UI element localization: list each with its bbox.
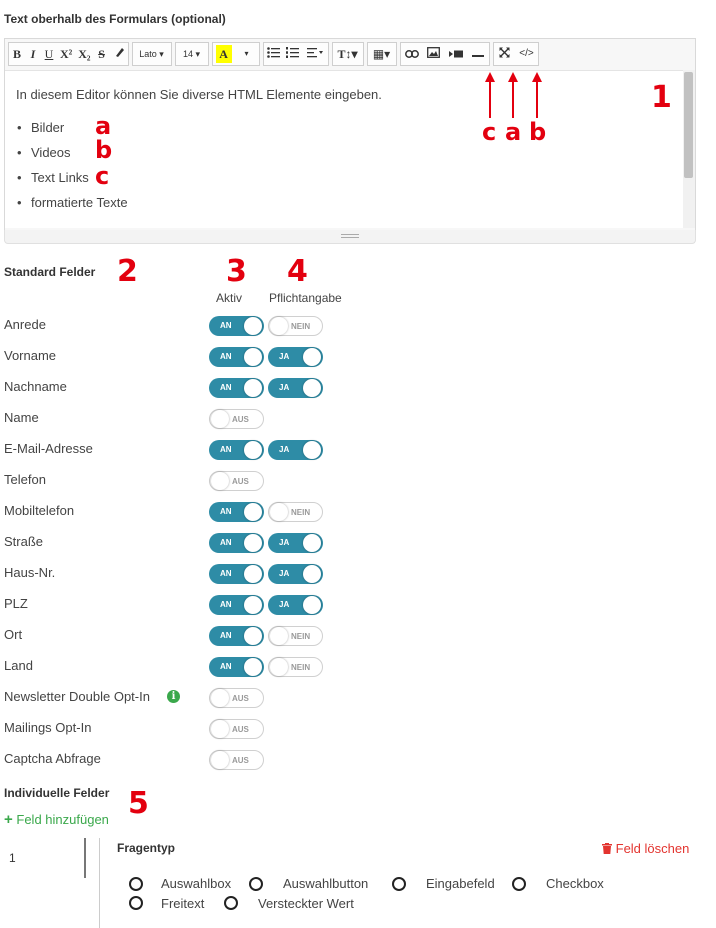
align-left-icon bbox=[307, 47, 323, 58]
toggle-active[interactable] bbox=[209, 378, 264, 398]
toggle-state: AN bbox=[220, 631, 232, 640]
editor-scrollbar-thumb[interactable] bbox=[684, 72, 693, 178]
toolbar-group-font bbox=[132, 42, 172, 66]
toggle-knob bbox=[303, 596, 321, 614]
strikethrough-button[interactable]: S bbox=[98, 47, 105, 61]
toggle-state: AUS bbox=[232, 477, 249, 486]
ordered-list-button[interactable] bbox=[283, 43, 302, 65]
field-label: PLZ bbox=[4, 596, 28, 611]
radio-checkbox[interactable] bbox=[512, 877, 526, 891]
toggle-state: NEIN bbox=[291, 632, 311, 641]
toggle-knob bbox=[303, 441, 321, 459]
toggle-state: AN bbox=[220, 321, 232, 330]
toggle-state: JA bbox=[279, 352, 290, 361]
toggle-active[interactable] bbox=[209, 533, 264, 553]
radio-label: Eingabefeld bbox=[426, 876, 495, 891]
toggle-active[interactable] bbox=[209, 502, 264, 522]
font-size-select[interactable]: 14 ▾ bbox=[183, 49, 201, 59]
question-type-label: Fragentyp bbox=[117, 841, 176, 855]
annotation-1: 1 bbox=[651, 80, 672, 115]
field-label: Haus-Nr. bbox=[4, 565, 56, 580]
text-color-button[interactable]: A bbox=[216, 45, 232, 63]
annotation-a-arrow: a bbox=[505, 118, 522, 146]
toggle-active[interactable] bbox=[209, 564, 264, 584]
radio-label: Auswahlbutton bbox=[283, 876, 369, 891]
radio-label: Versteckter Wert bbox=[258, 896, 354, 911]
toggle-active[interactable] bbox=[209, 688, 264, 708]
editor-resize-handle[interactable] bbox=[4, 230, 696, 244]
annotation-4: 4 bbox=[287, 254, 308, 289]
toggle-knob bbox=[270, 503, 288, 521]
add-field-link[interactable] bbox=[4, 811, 109, 828]
unordered-list-icon bbox=[267, 47, 280, 58]
toggle-required[interactable] bbox=[268, 595, 323, 615]
radio-freitext[interactable] bbox=[129, 896, 143, 910]
toggle-state: JA bbox=[279, 383, 290, 392]
toolbar-group-format bbox=[8, 42, 129, 66]
toggle-required[interactable] bbox=[268, 347, 323, 367]
annotation-a: a bbox=[95, 112, 112, 140]
field-label: Land bbox=[4, 658, 33, 673]
table-dropdown[interactable]: ▦▾ bbox=[372, 47, 391, 61]
toolbar-group-view bbox=[493, 42, 539, 66]
bold-button[interactable]: B bbox=[12, 47, 21, 61]
toggle-active[interactable] bbox=[209, 471, 264, 491]
field-label: Newsletter Double Opt-In bbox=[4, 689, 150, 704]
toggle-state: AN bbox=[220, 662, 232, 671]
annotation-5: 5 bbox=[128, 786, 149, 821]
toggle-knob bbox=[303, 565, 321, 583]
radio-label: Checkbox bbox=[546, 876, 604, 891]
toggle-knob bbox=[211, 751, 229, 769]
field-label: Name bbox=[4, 410, 39, 425]
radio-auswahlbox[interactable] bbox=[129, 877, 143, 891]
editor-bullet-item: • Videos bbox=[31, 145, 71, 160]
toggle-state: AUS bbox=[232, 725, 249, 734]
toolbar-group-size bbox=[175, 42, 209, 66]
field-label: Vorname bbox=[4, 348, 57, 363]
info-icon[interactable]: i bbox=[167, 690, 180, 703]
underline-button[interactable]: U bbox=[44, 47, 54, 61]
column-header-active: Aktiv bbox=[216, 291, 243, 305]
toggle-state: JA bbox=[279, 445, 290, 454]
field-index: 1 bbox=[9, 851, 16, 865]
image-icon bbox=[427, 47, 440, 58]
color-dropdown[interactable]: ▾ bbox=[244, 49, 249, 58]
field-label: Telefon bbox=[4, 472, 46, 487]
editor-bullet-item: • Bilder bbox=[31, 120, 64, 135]
toggle-active[interactable] bbox=[209, 316, 264, 336]
toggle-knob bbox=[303, 379, 321, 397]
toggle-knob bbox=[211, 410, 229, 428]
annotation-c-arrow: c bbox=[482, 118, 497, 146]
field-label: Anrede bbox=[4, 317, 46, 332]
toggle-state: AN bbox=[220, 352, 232, 361]
radio-versteckter-wert[interactable] bbox=[224, 896, 238, 910]
editor-intro-text: In diesem Editor können Sie diverse HTML Elemente eingeben. bbox=[16, 87, 382, 102]
align-dropdown[interactable] bbox=[302, 43, 328, 65]
insert-video-button[interactable] bbox=[445, 43, 467, 65]
horizontal-rule-icon bbox=[472, 54, 484, 58]
toolbar-group-lineheight bbox=[332, 42, 364, 66]
toggle-knob bbox=[270, 658, 288, 676]
toggle-knob bbox=[244, 658, 262, 676]
individual-fields-label: Individuelle Felder bbox=[4, 786, 110, 800]
editor-toolbar bbox=[8, 40, 539, 68]
toggle-state: AUS bbox=[232, 756, 249, 765]
toggle-active[interactable] bbox=[209, 719, 264, 739]
toggle-active[interactable] bbox=[209, 347, 264, 367]
toggle-active[interactable] bbox=[209, 595, 264, 615]
field-label: Captcha Abfrage bbox=[4, 751, 101, 766]
toggle-state: AN bbox=[220, 507, 232, 516]
insert-image-button[interactable] bbox=[423, 43, 445, 65]
toggle-required[interactable] bbox=[268, 533, 323, 553]
radio-label: Freitext bbox=[161, 896, 205, 911]
toggle-knob bbox=[244, 441, 262, 459]
annotation-b-arrow: b bbox=[529, 118, 547, 146]
toggle-state: NEIN bbox=[291, 663, 311, 672]
toggle-state: JA bbox=[279, 569, 290, 578]
add-field-label: Feld hinzufügen bbox=[16, 812, 109, 827]
toggle-knob bbox=[244, 503, 262, 521]
toggle-state: AN bbox=[220, 445, 232, 454]
field-label: Straße bbox=[4, 534, 44, 549]
toggle-active[interactable] bbox=[209, 440, 264, 460]
toggle-knob bbox=[244, 565, 262, 583]
toolbar-group-color bbox=[212, 42, 260, 66]
annotation-2: 2 bbox=[117, 254, 138, 289]
toggle-state: AN bbox=[220, 600, 232, 609]
editor-bullet-item: • formatierte Texte bbox=[31, 195, 128, 210]
toggle-state: AN bbox=[220, 538, 232, 547]
toggle-knob bbox=[244, 534, 262, 552]
unordered-list-button[interactable] bbox=[264, 43, 283, 65]
toggle-state: AUS bbox=[232, 694, 249, 703]
field-label: E-Mail-Adresse bbox=[4, 441, 93, 456]
standard-fields-label: Standard Felder bbox=[4, 265, 96, 279]
annotation-3: 3 bbox=[226, 254, 247, 289]
field-label: Ort bbox=[4, 627, 23, 642]
field-label: Mailings Opt-In bbox=[4, 720, 92, 735]
plus-icon: + bbox=[4, 811, 13, 828]
toggle-required[interactable] bbox=[268, 378, 323, 398]
font-family-select[interactable]: Lato ▾ bbox=[139, 49, 164, 59]
toggle-knob bbox=[244, 627, 262, 645]
eraser-icon bbox=[113, 46, 125, 58]
toggle-active[interactable] bbox=[209, 626, 264, 646]
toggle-required[interactable] bbox=[268, 564, 323, 584]
toolbar-group-table bbox=[367, 42, 397, 66]
toggle-knob bbox=[211, 472, 229, 490]
field-border bbox=[99, 838, 100, 928]
toggle-required[interactable] bbox=[268, 626, 323, 646]
toggle-state: AUS bbox=[232, 415, 249, 424]
radio-label: Auswahlbox bbox=[161, 876, 232, 891]
toggle-state: AN bbox=[220, 569, 232, 578]
superscript-button[interactable]: X² bbox=[60, 47, 73, 61]
delete-field-label: Feld löschen bbox=[615, 841, 690, 856]
italic-button[interactable]: I bbox=[30, 47, 36, 61]
toggle-state: JA bbox=[279, 600, 290, 609]
toggle-knob bbox=[303, 534, 321, 552]
toggle-knob bbox=[303, 348, 321, 366]
toggle-knob bbox=[211, 689, 229, 707]
toggle-state: JA bbox=[279, 538, 290, 547]
radio-auswahlbutton[interactable] bbox=[249, 877, 263, 891]
toggle-knob bbox=[244, 348, 262, 366]
toolbar-group-insert bbox=[400, 42, 490, 66]
toggle-active[interactable] bbox=[209, 409, 264, 429]
toggle-knob bbox=[244, 379, 262, 397]
toggle-knob bbox=[244, 317, 262, 335]
annotation-b: b bbox=[95, 136, 113, 164]
field-divider bbox=[84, 838, 86, 878]
insert-link-button[interactable] bbox=[401, 43, 423, 65]
field-label: Nachname bbox=[4, 379, 67, 394]
fullscreen-button[interactable] bbox=[494, 43, 516, 65]
trash-icon bbox=[602, 843, 612, 854]
toggle-knob bbox=[244, 596, 262, 614]
toggle-required[interactable] bbox=[268, 657, 323, 677]
annotation-c: c bbox=[95, 162, 110, 190]
fullscreen-icon bbox=[499, 47, 510, 58]
toolbar-group-lists bbox=[263, 42, 329, 66]
toggle-required[interactable] bbox=[268, 440, 323, 460]
horizontal-rule-button[interactable] bbox=[467, 43, 489, 65]
link-icon bbox=[405, 50, 419, 58]
toggle-state: NEIN bbox=[291, 322, 311, 331]
toggle-active[interactable] bbox=[209, 750, 264, 770]
toggle-required[interactable] bbox=[268, 316, 323, 336]
field-label: Mobiltelefon bbox=[4, 503, 75, 518]
subscript-button[interactable]: X₂ bbox=[78, 47, 91, 61]
radio-eingabefeld[interactable] bbox=[392, 877, 406, 891]
line-height-dropdown[interactable]: T↕▾ bbox=[337, 47, 358, 61]
code-view-button[interactable]: </> bbox=[519, 48, 534, 59]
toggle-knob bbox=[211, 720, 229, 738]
delete-field-button[interactable] bbox=[602, 841, 689, 856]
column-header-required: Pflichtangabe bbox=[269, 291, 342, 305]
ordered-list-icon bbox=[286, 47, 299, 58]
toggle-active[interactable] bbox=[209, 657, 264, 677]
toggle-knob bbox=[270, 317, 288, 335]
toggle-state: AN bbox=[220, 383, 232, 392]
editor-bullet-item: • Text Links bbox=[31, 170, 89, 185]
eraser-button[interactable] bbox=[110, 43, 128, 65]
toggle-required[interactable] bbox=[268, 502, 323, 522]
form-text-label: Text oberhalb des Formulars (optional) bbox=[4, 12, 226, 26]
video-icon bbox=[449, 50, 463, 58]
toggle-knob bbox=[270, 627, 288, 645]
toggle-state: NEIN bbox=[291, 508, 311, 517]
